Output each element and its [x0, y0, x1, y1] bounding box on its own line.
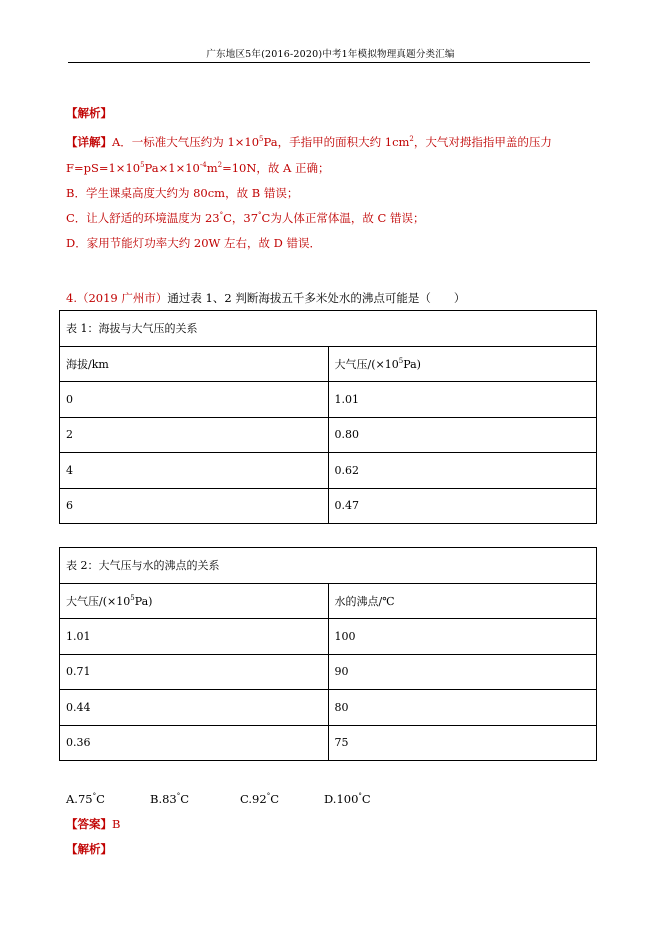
option-b-value: 83 — [162, 792, 177, 806]
table-row — [60, 619, 597, 655]
table-row — [60, 453, 597, 489]
table-row — [60, 725, 597, 761]
table-cell: 0.80 — [328, 417, 597, 453]
t2h1-a: 大气压/(×10 — [66, 594, 131, 608]
t1h2-a: 大气压/(×10 — [334, 357, 399, 371]
line4-text-b: C，37 — [223, 211, 259, 225]
question-source: （2019 广州市） — [76, 291, 168, 305]
line2-sup-3: 2 — [217, 161, 223, 169]
line2-text-a: F=pS=1×10 — [66, 161, 141, 175]
option-c-letter: C. — [240, 792, 253, 806]
header-rule — [68, 62, 590, 63]
line1-sup-1: 5 — [259, 135, 264, 143]
table2-col2-header: 水的沸点/℃ — [328, 583, 597, 619]
option-d-value: 100 — [336, 792, 359, 806]
answer-value: B — [112, 817, 121, 831]
table-cell: 0 — [60, 382, 329, 418]
option-a-deg: ° — [92, 792, 97, 800]
line2-sup-1: 5 — [140, 161, 145, 169]
option-b-deg: ° — [176, 792, 181, 800]
option-d-letter: D. — [324, 792, 337, 806]
table-cell: 0.44 — [60, 690, 329, 726]
line2-text-b: Pa×1×10 — [144, 161, 200, 175]
option-a-unit: C — [96, 792, 105, 806]
option-a-letter: A. — [66, 792, 78, 806]
question-text: 通过表 1、2 判断海拔五千多米处水的沸点可能是（ ） — [167, 291, 466, 305]
t2h1-b: Pa) — [134, 594, 153, 608]
analysis-line-5: D．家用节能灯功率大约 20W 左右，故 D 错误． — [66, 236, 322, 250]
table-row — [60, 488, 597, 524]
line4-deg-1: ° — [219, 211, 224, 219]
t1h2-b: Pa) — [403, 357, 421, 371]
table-row — [60, 417, 597, 453]
answer-line — [66, 816, 120, 832]
table1-col2-header — [328, 346, 597, 382]
answer-options — [66, 792, 371, 806]
line1-text-b: Pa，手指甲的面积大约 1cm — [263, 135, 410, 149]
table-cell: 100 — [328, 619, 597, 655]
table1-title: 表 1：海拔与大气压的关系 — [60, 311, 597, 347]
line1-text-c: ，大气对拇指指甲盖的压力 — [413, 135, 552, 149]
table2-title: 表 2：大气压与水的沸点的关系 — [60, 548, 597, 584]
line2-sup-2: -4 — [199, 161, 207, 169]
option-c-value: 92 — [252, 792, 267, 806]
table-cell: 4 — [60, 453, 329, 489]
table2-col1-header — [60, 583, 329, 619]
line2-text-d: =10N，故 A 正确； — [222, 161, 330, 175]
table-2 — [59, 547, 597, 761]
table-1 — [59, 310, 597, 524]
option-b-letter: B. — [150, 792, 163, 806]
table-cell: 2 — [60, 417, 329, 453]
answer-label: 【答案】 — [66, 817, 112, 831]
option-d-deg: ° — [358, 792, 362, 800]
option-b-unit: C — [180, 792, 190, 806]
analysis-line-2 — [66, 160, 330, 176]
line4-text-a: C．让人舒适的环境温度为 23 — [66, 211, 220, 225]
table-cell: 90 — [328, 654, 597, 690]
analysis-label: 【解析】 — [66, 106, 112, 120]
analysis-line-3: B．学生课桌高度大约为 80cm，故 B 错误； — [66, 186, 299, 200]
option-d-unit: C — [361, 792, 371, 806]
line4-text-c: C为人体正常体温，故 C 错误； — [261, 211, 425, 225]
table-cell: 1.01 — [60, 619, 329, 655]
line4-deg-2: ° — [258, 211, 262, 219]
table-cell: 0.62 — [328, 453, 597, 489]
option-b — [150, 792, 240, 806]
table-cell: 0.47 — [328, 488, 597, 524]
line1-sup-2: 2 — [409, 135, 414, 143]
line2-text-c: m — [206, 161, 218, 175]
option-c-unit: C — [270, 792, 279, 806]
option-d — [324, 792, 371, 806]
table-cell: 1.01 — [328, 382, 597, 418]
option-a-value: 75 — [77, 792, 93, 806]
table-cell: 0.36 — [60, 725, 329, 761]
table-cell: 6 — [60, 488, 329, 524]
table-row — [60, 654, 597, 690]
option-c — [240, 792, 324, 806]
question-4 — [66, 290, 465, 306]
table1-col1-header: 海拔/km — [60, 346, 329, 382]
t2h1-sup: 5 — [130, 593, 135, 602]
table-row — [60, 690, 597, 726]
table-cell: 80 — [328, 690, 597, 726]
analysis-label-next: 【解析】 — [66, 842, 112, 856]
option-a — [66, 792, 150, 806]
detail-label: 【详解】 — [66, 135, 112, 149]
line1-text-a: A．一标准大气压约为 1×10 — [112, 135, 260, 149]
page-header: 广东地区5年(2016-2020)中考1年模拟物理真题分类汇编 — [206, 49, 455, 60]
t1h2-sup: 5 — [398, 356, 404, 365]
analysis-line-1 — [66, 134, 552, 150]
table-cell: 0.71 — [60, 654, 329, 690]
table-cell: 75 — [328, 725, 597, 761]
option-c-deg: ° — [266, 792, 271, 800]
analysis-line-4 — [66, 210, 424, 226]
table-row — [60, 382, 597, 418]
question-number: 4. — [66, 291, 77, 305]
